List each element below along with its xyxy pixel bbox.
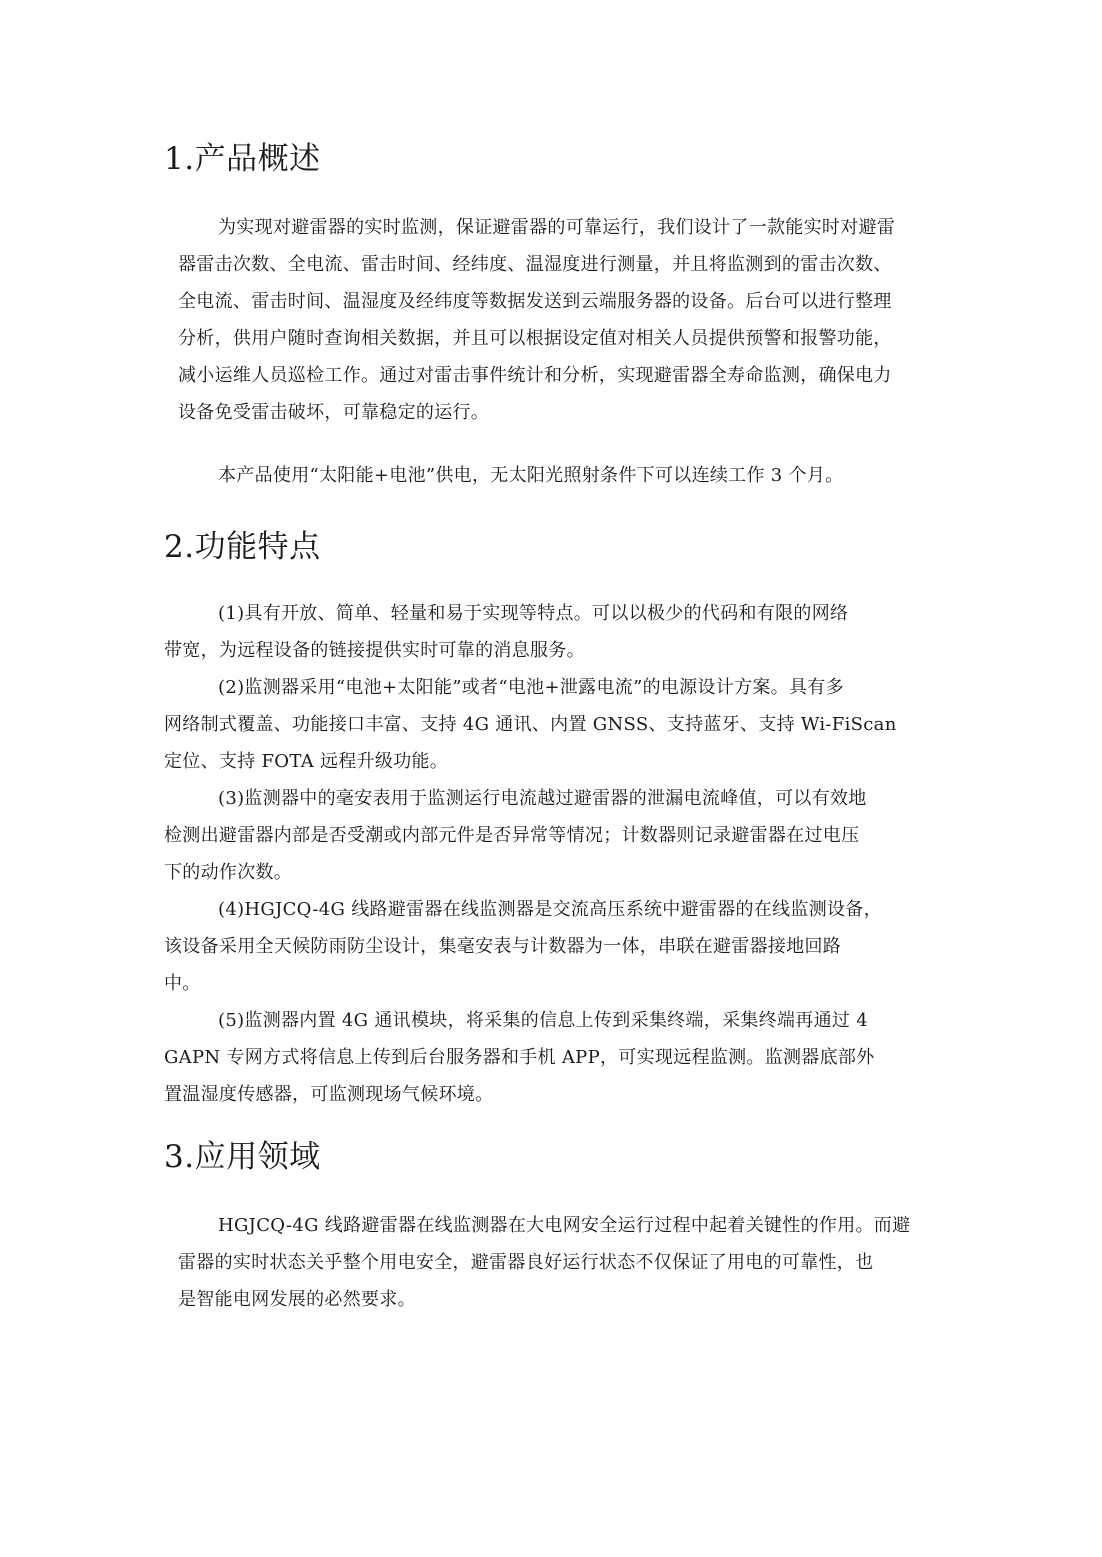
paragraph-line: 设备免受雷击破坏，可靠稳定的运行。: [178, 402, 490, 423]
paragraph-line: 全电流、雷击时间、温湿度及经纬度等数据发送到云端服务器的设备。后台可以进行整理: [178, 291, 892, 312]
section-heading-features: 2.功能特点: [164, 529, 321, 565]
paragraph-line: 中。: [164, 973, 201, 994]
paragraph-line: 置温湿度传感器，可监测现场气候环境。: [164, 1084, 494, 1105]
paragraph-line: 该设备采用全天候防雨防尘设计，集毫安表与计数器为一体，串联在避雷器接地回路: [164, 936, 842, 957]
paragraph-line: 分析，供用户随时查询相关数据，并且可以根据设定值对相关人员提供预警和报警功能，: [178, 328, 892, 349]
paragraph-line: HGJCQ-4G 线路避雷器在线监测器在大电网安全运行过程中起着关键性的作用。而避: [218, 1215, 911, 1236]
paragraph-line: GAPN 专网方式将信息上传到后台服务器和手机 APP，可实现远程监测。监测器底部外: [164, 1047, 875, 1068]
paragraph-line: 是智能电网发展的必然要求。: [178, 1289, 416, 1310]
paragraph-line: (2)监测器采用“电池+太阳能”或者“电池+泄露电流”的电源设计方案。具有多: [218, 677, 844, 698]
paragraph-line: 带宽，为远程设备的链接提供实时可靠的消息服务。: [164, 640, 585, 661]
paragraph-line: 网络制式覆盖、功能接口丰富、支持 4G 通讯、内置 GNSS、支持蓝牙、支持 Wi-FiScan: [164, 714, 897, 735]
paragraph-line: 定位、支持 FOTA 远程升级功能。: [164, 751, 449, 772]
paragraph-line: (1)具有开放、简单、轻量和易于实现等特点。可以以极少的代码和有限的网络: [218, 603, 849, 624]
paragraph-line: (5)监测器内置 4G 通讯模块，将采集的信息上传到采集终端，采集终端再通过 4: [218, 1010, 868, 1031]
paragraph-line: 雷器的实时状态关乎整个用电安全，避雷器良好运行状态不仅保证了用电的可靠性，也: [178, 1252, 874, 1273]
paragraph-line: 为实现对避雷器的实时监测，保证避雷器的可靠运行，我们设计了一款能实时对避雷: [218, 217, 896, 238]
paragraph-line: 下的动作次数。: [164, 862, 293, 883]
section-heading-overview: 1.产品概述: [164, 141, 321, 177]
paragraph-line: 检测出避雷器内部是否受潮或内部元件是否异常等情况；计数器则记录避雷器在过电压: [164, 825, 860, 846]
paragraph-line: 本产品使用“太阳能+电池”供电，无太阳光照射条件下可以连续工作 3 个月。: [218, 465, 844, 486]
paragraph-line: 减小运维人员巡检工作。通过对雷击事件统计和分析，实现避雷器全寿命监测，确保电力: [178, 365, 892, 386]
paragraph-line: (3)监测器中的毫安表用于监测运行电流越过避雷器的泄漏电流峰值，可以有效地: [218, 788, 867, 809]
paragraph-line: (4)HGJCQ-4G 线路避雷器在线监测器是交流高压系统中避雷器的在线监测设备，: [218, 899, 882, 920]
paragraph-line: 器雷击次数、全电流、雷击时间、经纬度、温湿度进行测量，并且将监测到的雷击次数、: [178, 254, 892, 275]
section-heading-applications: 3.应用领域: [164, 1139, 321, 1175]
